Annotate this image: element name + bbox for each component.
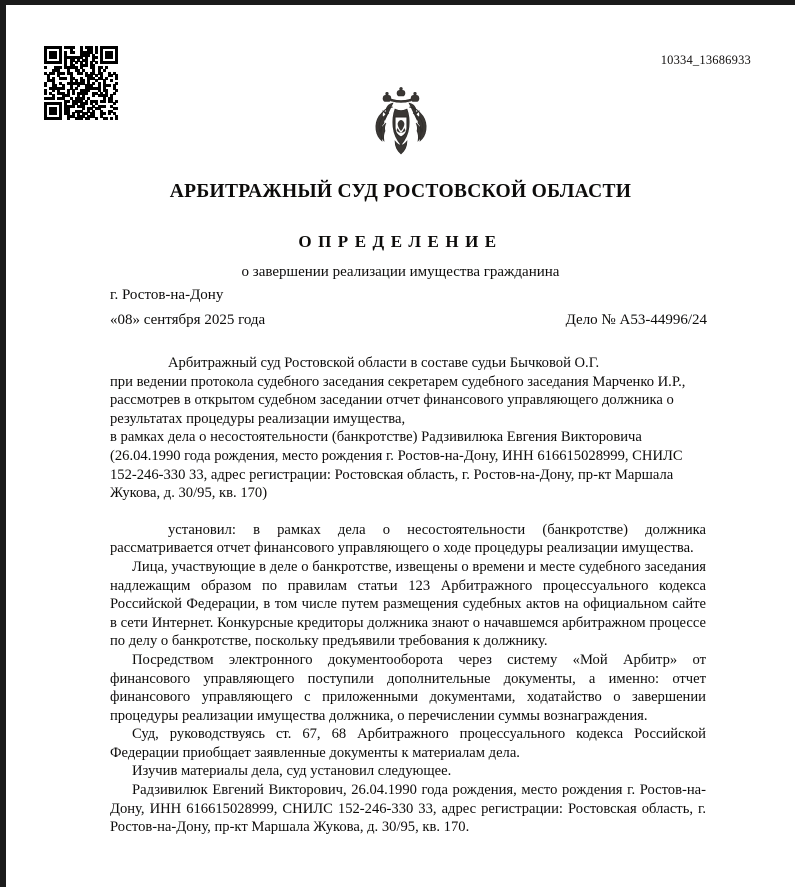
paragraph-considered: рассмотрев в открытом судебном заседании отчет финансового управляющего должника о результатах процедуры реализации имущества,: [110, 392, 674, 427]
paragraph-notification: Лица, участвующие в деле о банкротстве, извещены о времени и месте судебного заседания надлежащим образом по правилам статьи 123 Арбитражного процессуального кодекса Российской Федерации, в том числе путем размещения судебных актов на официальном сайте в сети Интернет. Конкурсные кредиторы должника знают о начавшемся арбитражном процессе по делу о банкротстве, поскольку предъявили требования к должнику.: [110, 558, 706, 650]
paragraph-court-ruling: Суд, руководствуясь ст. 67, 68 Арбитражного процессуального кодекса Российской Федерации приобщает заявленные документы к материалам дела.: [110, 726, 706, 761]
paragraph-electronic-documents: Посредством электронного документооборота через систему «Мой Арбитр» от финансового управляющего поступили дополнительные документы, а именно: отчет финансового управляющего с приложенными документами, ходатайство о завершении процедуры реализации имущества должника, о перечислении суммы вознаграждения.: [110, 651, 706, 724]
russian-coat-of-arms-icon: [6, 87, 795, 159]
city-label: г. Ростов-на-Дону: [110, 287, 224, 303]
paragraph-composition: Арбитражный суд Ростовской области в составе судьи Бычковой О.Г.: [168, 355, 600, 371]
document-page: [6, 5, 795, 887]
paragraph-established: установил: в рамках дела о несостоятельности (банкротстве) должника рассматривается отчет финансового управляющего о ходе процедуры реализации имущества.: [110, 521, 706, 557]
paragraph-debtor-intro: в рамках дела о несостоятельности (банкротстве) Радзивилюка Евгения Викторовича (26.04.1990 года рождения, место рождения г. Ростов-на-Дону, ИНН 616615028999, СНИЛС 152-246-330 33, адрес регистрации: Ростовская область, г. Ростов-на-Дону, пр-кт Маршала Жукова, д. 30/95, кв. 170): [110, 429, 683, 502]
document-date: «08» сентября 2025 года: [110, 312, 266, 328]
paragraph-secretary: при ведении протокола судебного заседания секретарем судебного заседания Марченко И.Р.,: [110, 373, 686, 390]
case-number: Дело № А53-44996/24: [565, 312, 707, 328]
paragraph-studied-materials: Изучив материалы дела, суд установил следующее.: [132, 763, 452, 780]
document-subject: о завершении реализации имущества гражданина: [241, 264, 560, 280]
document-kind: ОПРЕДЕЛЕНИЕ: [298, 232, 503, 251]
paragraph-debtor-details: Радзивилюк Евгений Викторович, 26.04.1990 года рождения, место рождения г. Ростов-на-Дону, ИНН 616615028999, СНИЛС 152-246-330 33, адрес регистрации: Ростовская область, г. Ростов-на-Дону, пр-кт Маршала Жукова, д. 30/95, кв. 170.: [110, 782, 706, 836]
document-body: [110, 354, 706, 837]
meta-row: [110, 312, 707, 329]
document-id: 10334_13686933: [660, 53, 751, 67]
page-title: АРБИТРАЖНЫЙ СУД РОСТОВСКОЙ ОБЛАСТИ: [169, 181, 632, 202]
